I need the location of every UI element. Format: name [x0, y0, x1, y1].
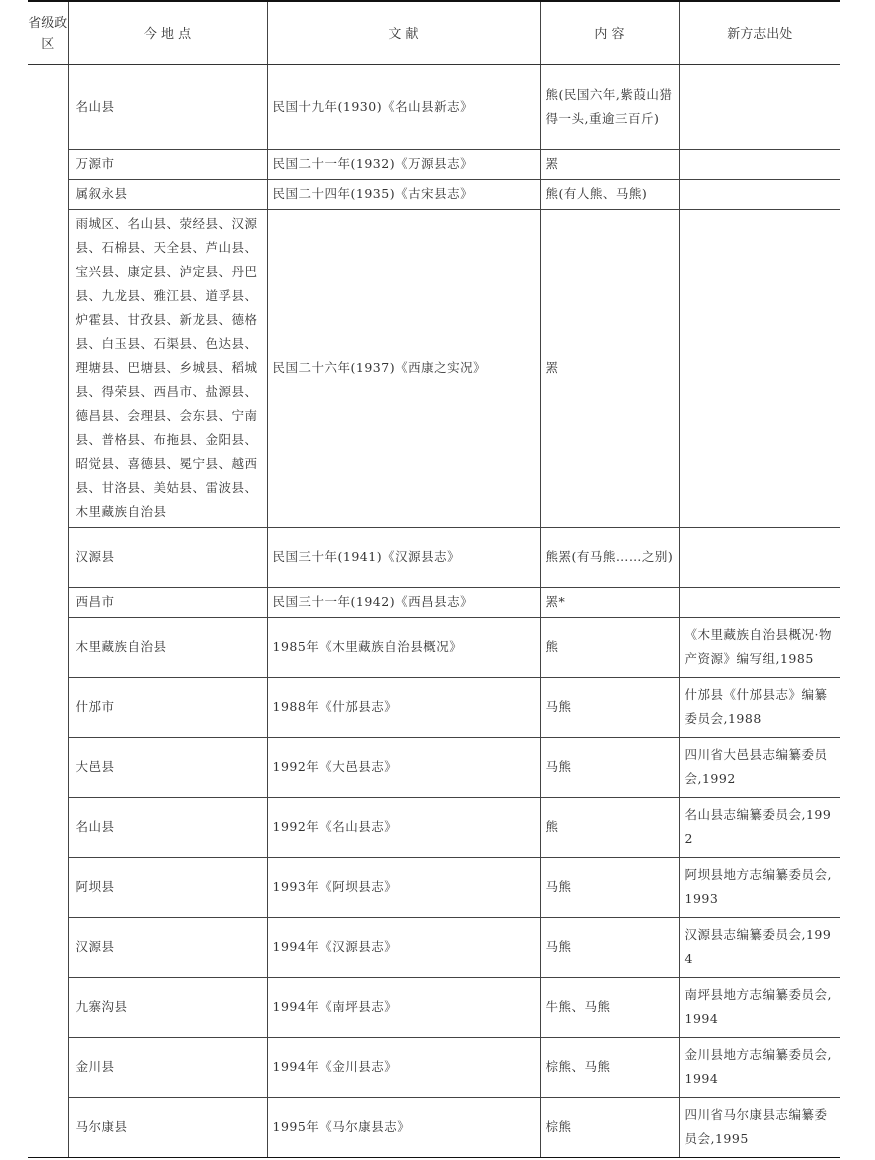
table-row [28, 149, 840, 179]
new-source-cell: 《木里藏族自治县概况·物产资源》编写组,1985 [679, 617, 840, 677]
new-source-cell: 名山县志编纂委员会,1992 [679, 797, 840, 857]
table-row [28, 209, 840, 527]
source-cell: 民国二十四年(1935)《古宋县志》 [267, 179, 540, 209]
place-cell: 汉源县 [68, 527, 267, 587]
new-source-cell: 汉源县志编纂委员会,1994 [679, 917, 840, 977]
table-row [28, 857, 840, 917]
place-cell: 万源市 [68, 149, 267, 179]
content-cell: 熊(有人熊、马熊) [540, 179, 679, 209]
content-cell: 罴 [540, 209, 679, 527]
gazetteer-table-page [28, 0, 840, 1158]
header-place: 今 地 点 [68, 1, 267, 64]
place-cell: 名山县 [68, 64, 267, 149]
gazetteer-table [28, 0, 840, 1158]
content-cell: 熊 [540, 617, 679, 677]
new-source-cell: 南坪县地方志编纂委员会,1994 [679, 977, 840, 1037]
place-cell: 金川县 [68, 1037, 267, 1097]
new-source-cell [679, 179, 840, 209]
place-cell: 名山县 [68, 797, 267, 857]
content-cell: 牛熊、马熊 [540, 977, 679, 1037]
place-cell: 阿坝县 [68, 857, 267, 917]
new-source-cell: 四川省马尔康县志编纂委员会,1995 [679, 1097, 840, 1157]
table-row [28, 64, 840, 149]
table-row [28, 1037, 840, 1097]
table-row [28, 587, 840, 617]
province-cell [28, 64, 68, 1157]
content-cell: 罴* [540, 587, 679, 617]
table-row [28, 617, 840, 677]
table-row [28, 179, 840, 209]
content-cell: 熊 [540, 797, 679, 857]
new-source-cell [679, 527, 840, 587]
header-source: 文 献 [267, 1, 540, 64]
table-row [28, 677, 840, 737]
table-row [28, 1097, 840, 1157]
source-cell: 民国十九年(1930)《名山县新志》 [267, 64, 540, 149]
table-header [28, 1, 840, 64]
place-cell: 属叙永县 [68, 179, 267, 209]
new-source-cell [679, 149, 840, 179]
table-body [28, 64, 840, 1157]
content-cell: 棕熊 [540, 1097, 679, 1157]
source-cell: 民国二十六年(1937)《西康之实况》 [267, 209, 540, 527]
source-cell: 1994年《汉源县志》 [267, 917, 540, 977]
header-province: 省级政区 [28, 1, 68, 64]
header-content: 内 容 [540, 1, 679, 64]
table-row [28, 977, 840, 1037]
source-cell: 民国三十一年(1942)《西昌县志》 [267, 587, 540, 617]
new-source-cell [679, 587, 840, 617]
content-cell: 罴 [540, 149, 679, 179]
source-cell: 1992年《大邑县志》 [267, 737, 540, 797]
source-cell: 民国三十年(1941)《汉源县志》 [267, 527, 540, 587]
place-cell: 汉源县 [68, 917, 267, 977]
table-row [28, 737, 840, 797]
content-cell: 马熊 [540, 677, 679, 737]
new-source-cell [679, 209, 840, 527]
new-source-cell: 四川省大邑县志编纂委员会,1992 [679, 737, 840, 797]
new-source-cell: 什邡县《什邡县志》编纂委员会,1988 [679, 677, 840, 737]
place-cell: 木里藏族自治县 [68, 617, 267, 677]
table-row [28, 797, 840, 857]
source-cell: 1992年《名山县志》 [267, 797, 540, 857]
source-cell: 1995年《马尔康县志》 [267, 1097, 540, 1157]
source-cell: 1993年《阿坝县志》 [267, 857, 540, 917]
content-cell: 马熊 [540, 857, 679, 917]
place-cell: 什邡市 [68, 677, 267, 737]
content-cell: 棕熊、马熊 [540, 1037, 679, 1097]
place-cell: 马尔康县 [68, 1097, 267, 1157]
content-cell: 马熊 [540, 737, 679, 797]
header-new-source: 新方志出处 [679, 1, 840, 64]
place-cell: 九寨沟县 [68, 977, 267, 1037]
source-cell: 民国二十一年(1932)《万源县志》 [267, 149, 540, 179]
table-row [28, 917, 840, 977]
new-source-cell: 阿坝县地方志编纂委员会,1993 [679, 857, 840, 917]
place-cell: 大邑县 [68, 737, 267, 797]
new-source-cell: 金川县地方志编纂委员会,1994 [679, 1037, 840, 1097]
source-cell: 1994年《金川县志》 [267, 1037, 540, 1097]
content-cell: 熊(民国六年,紫葭山猎得一头,重逾三百斤) [540, 64, 679, 149]
table-row [28, 527, 840, 587]
source-cell: 1985年《木里藏族自治县概况》 [267, 617, 540, 677]
place-cell: 西昌市 [68, 587, 267, 617]
source-cell: 1988年《什邡县志》 [267, 677, 540, 737]
content-cell: 熊罴(有马熊……之别) [540, 527, 679, 587]
source-cell: 1994年《南坪县志》 [267, 977, 540, 1037]
content-cell: 马熊 [540, 917, 679, 977]
new-source-cell [679, 64, 840, 149]
place-cell: 雨城区、名山县、荥经县、汉源县、石棉县、天全县、芦山县、宝兴县、康定县、泸定县、丹巴县、九龙县、雅江县、道孚县、炉霍县、甘孜县、新龙县、德格县、白玉县、石渠县、色达县、理塘县、巴塘县、乡城县、稻城县、得荣县、西昌市、盐源县、德昌县、会理县、会东县、宁南县、普格县、布拖县、金阳县、昭觉县、喜德县、冕宁县、越西县、甘洛县、美姑县、雷波县、木里藏族自治县 [68, 209, 267, 527]
